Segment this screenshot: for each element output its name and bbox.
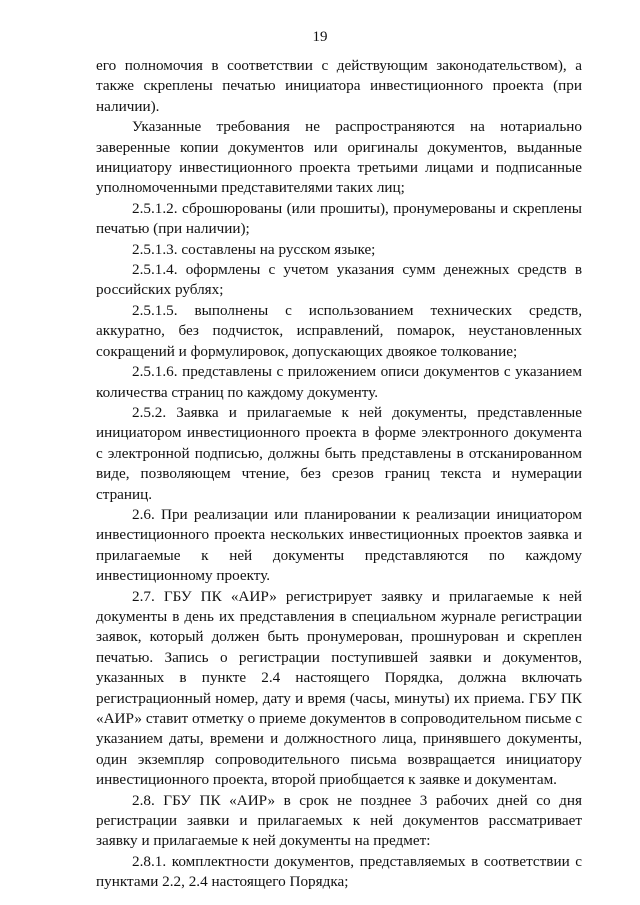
paragraph-requirements-exception: Указанные требования не распространяются на нотариально заверенные копии документов или оригиналы документов, выданные инициатору инвестиционного проекта третьими лицами и подписанные уполномоченными представителями таких лиц; [96,118,582,197]
paragraph-2-5-1-2: 2.5.1.2. сброшюрованы (или прошиты), пронумерованы и скреплены печатью (при наличии); [96,199,582,238]
paragraph-2-7: 2.7. ГБУ ПК «АИР» регистрирует заявку и прилагаемые к ней документы в день их представления в специальном журнале регистрации заявок, который должен быть пронумерован, прошнурован и скреплен печатью. Запись о регистрации поступившей заявки и документов, указанных в пункте 2.4 настоящего Порядка, должна включать регистрационный номер, дату и время (часы, минуты) их приема. ГБУ ПК «АИР» ставит отметку о приеме документов в сопроводительном письме с указанием даты, времени и должностного лица, принявшего документы, один экземпляр сопроводительного письма возвращается инициатору инвестиционного проекта, второй приобщается к заявке и документам. [96,587,582,789]
paragraph-2-5-1-4: 2.5.1.4. оформлены с учетом указания сумм денежных средств в российских рублях; [96,261,582,299]
paragraph-2-5-2: 2.5.2. Заявка и прилагаемые к ней документы, представленные инициатором инвестиционного проекта в форме электронного документа с электронной подписью, должны быть представлены в отсканированном виде, позволяющем чтение, без срезов границ текста и нумерации страниц. [96,403,582,503]
page-number: 19 [312,29,328,45]
paragraph-2-6: 2.6. При реализации или планировании к реализации инициатором инвестиционного проекта нескольких инвестиционных проектов заявка и прилагаемые к ней документы представляются по каждому инвестиционному проекту. [96,505,582,585]
paragraph-2-5-1-5: 2.5.1.5. выполнены с использованием технических средств, аккуратно, без подчисток, исправлений, помарок, неустановленных сокращений и формулировок, допускающих двоякое толкование; [96,301,582,360]
document-body [96,56,582,893]
paragraph-2-8: 2.8. ГБУ ПК «АИР» в срок не позднее 3 рабочих дней со дня регистрации заявки и прилагаемых к ней документов рассматривает заявку и прилагаемые к ней документы на предмет: [96,791,582,850]
paragraph-2-5-1-3: 2.5.1.3. составлены на русском языке; [132,240,376,258]
paragraph-2-5-1-6: 2.5.1.6. представлены с приложением описи документов с указанием количества страниц по каждому документу. [96,363,582,401]
paragraph-2-8-1: 2.8.1. комплектности документов, представляемых в соответствии с пунктами 2.2, 2.4 настоящего Порядка; [96,852,582,891]
paragraph-continuation: его полномочия в соответствии с действующим законодательством), а также скреплены печатью инициатора инвестиционного проекта (при наличии). [96,57,582,115]
